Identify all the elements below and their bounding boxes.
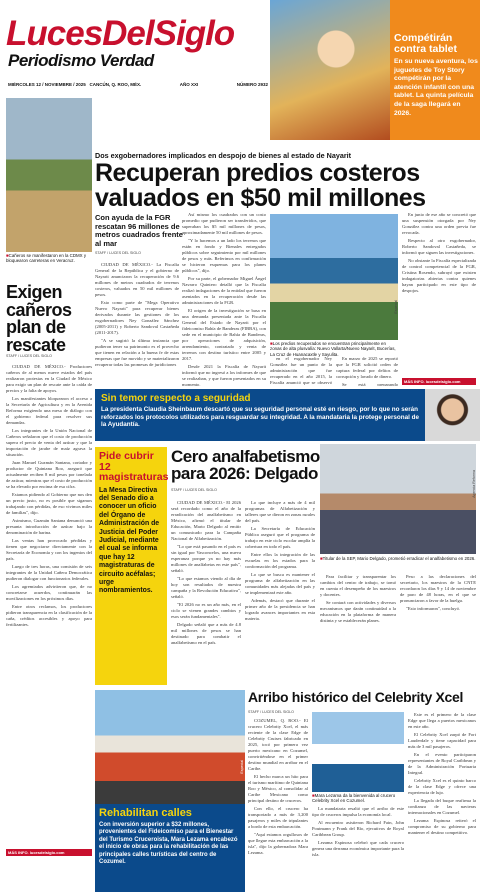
illiteracy-photo-credit: Agencia Reforma: [472, 470, 476, 498]
left-article: CIUDAD DE MÉXICO.- Productores cañeros de al menos nueve estados del país realizaron protestas en la Ciudad de México para exigir un plan de rescate ante la caída de precios y la falta de apoyos. Los manifestantes bloquearon el acceso a la Secretaría de Agricultura y en la Avenida Reforma exigiendo una mesa de diálogo con el gobierno federal para resolver sus demandas. Los integrantes de la Unión Nacional de Cañeros señalaron que el costo de producción supera el precio de venta del azúcar y que la importación de jarabe de maíz agrava la situación. Juan Manuel Guzmán Santana, cortador y productor de Quintana Roo, aseguró que actualmente reciben 8 mil pesos por tonelada de azúcar, mientras que el costo de producción se ha elevado por encima de esa cifra. Estamos pidiendo al Gobierno que nos den un precio justo, no es posible que sigamos trabajando con pérdidas, de eso vivimos miles de familias", dijo. Asimismo, Guzmán Santana denunció una presunta introducción de azúcar bajo la denominación de harina. Las ventas han provocado pérdidas y tienen que negociarse directamente con la Secretaría de Economía y con los ingenios del país. Luego de tres horas, una comisión de seis integrantes de la Unidad Cañera Democrática pudieron dialogar con funcionarios federales. Los agremiados advirtieron que, de no concretarse acuerdos, continuarán las movilizaciones en los próximos días. Entre otros reclamos, los productores pidieron transparencia en la clasificación de la caña, créditos accesibles y apoyo para fertilizantes.: [6, 364, 92, 627]
rehab-photo: [95, 690, 245, 804]
left-photo-caption: ■Cañeros se manifestaron en la CDMX y bloquearon carreteras en Veracruz.: [6, 253, 87, 264]
illiteracy-col3: Para facilitar y transparentar los cambios del centro de trabajo, se tomó en cuenta el desempeño de los maestros y docentes. Se contará con actividades y diversos mecanismos que darán continuidad a la educación en la plataforma de manera distinta y se establecerán planes.: [320, 574, 396, 623]
rehab-body: Con inversión superior a $32 millones, provenientes del Fideicomiso para el Bienestar del Turismo Cruceroista, Mara Lezama encabezó el inicio de obras para la rehabilitación de las principales calles turísticas del centro de Cozumel.: [99, 822, 238, 866]
security-body: La presidenta Claudia Sheinbaum descartó que su seguridad personal esté en riesgo, por lo que no serán reforzados los protocolos utilizados para resguardar su integridad. A la mandataria la protege personal de la Ayudantía.: [101, 406, 419, 429]
celebrity-photo: [312, 712, 404, 792]
lead-col1: CIUDAD DE MÉXICO.- La Fiscalía General de la República y el gobierno de Nayarit anunciaron la recuperación de 9.6 millones de metros cuadrados de terrenos costeros, valuados en 50 mil millones de pesos. Esto como parte de "Mega Operativo Nuevo Nayarit" para recuperar bienes derivados durante las gestiones de los exgobernadores Ney González Sánchez (2005-2011) y Roberto Sandoval Castañeda (2011-2017). "A se sugirió la última instancia que pudieron tener su patrimonio es el provecho que tienen en relación a la buena fe de estas empresas que fue movido y se materializaron recuperar todas las promesas de juridiciones: [95, 262, 179, 367]
lead-more-info[interactable]: MÁS INFO. lucesdelsiglo.com: [402, 378, 476, 385]
celebrity-col1: COZUMEL, Q. ROO.- El crucero Celebrity Xcel, el más reciente de la clase Edge de Celebrity Cruises fabricado en 2025, tocó por primera vez puerto mexicano en Cozumel, convirtiéndose en el primer destino mundial en arribar en el Caribe. El hecho marca un hito para el turismo marítimo de Quintana Roo y México, al consolidar al Caribe Mexicano como principal destino de cruceros. Con ello, el crucero ha transportado a más de 3,200 pasajeros y miles de tripulantes a bordo de esta embarcación. "Aquí estamos orgullosos de que llegue esta embarcación a la isla", dijo la gobernadora Mara Lezama.: [248, 718, 308, 855]
left-byline: STAFF / LUCES DEL SIGLO: [6, 354, 52, 358]
security-photo: [425, 389, 480, 441]
promo-body: En su nueva aventura, los juguetes de Toy Story compétirán por la atención infantil con una tablet. La quinta película de la saga llegará en 2026.: [394, 58, 478, 117]
issue-date: MIÉRCOLES 12 / NOVIEMBRE / 2025 CANCÚN, Q. ROO, MÉX.: [8, 82, 142, 87]
rehab-photo-credit: Especial: [240, 760, 244, 774]
magistrates-title: Pide cubrir 12 magistraturas: [99, 450, 169, 483]
illiteracy-byline: STAFF / LUCES DEL SIGLO: [171, 488, 217, 492]
lead-headline: Recuperan predios costeros valuados en $50 mil millones: [95, 159, 426, 212]
rehab-box: [95, 804, 245, 892]
magistrates-body: La Mesa Directiva del Senado dio a conocer un oficio del Órgano de Administración de Justicia del Poder Judicial, mediante el cual se informa que hay 12 magistraturas de circuito acéfalas; urge nombramientos.: [99, 486, 160, 595]
celebrity-headline: Arribo histórico del Celebrity Xcel: [248, 689, 464, 705]
issue-number: NÚMERO 2932: [236, 82, 268, 87]
lead-col3: en el exgobernador Ney González fue un punto de la administración que fue recuperado en el año 2015, la Fiscalía anunció que se observó: [270, 356, 332, 385]
promo-title: Compétirán contra tablet: [394, 32, 458, 55]
illiteracy-col2: Lo que incluye a más de 4 mil programas de Alfabetización y talleres que se dieron en zonas rurales del país. La Secretaría de Educación Pública aseguró que el programa de trabajo en este ciclo escolar amplía la cobertura en todo el país. Entre ellos la integración de las escuelas en los estados para la conformación del programa. Lo que se busca es mantener el programa de alfabetización en las comunidades más alejadas del país y se implementará este año. Además, destacó que durante el primer año de la presidencia se han logrado avances importantes en esta materia.: [245, 500, 315, 621]
illiteracy-photo-caption: ■Titular de la SEP, Mario Delgado, prometió erradicar el analfabetismo en 2026.: [320, 556, 476, 561]
illiteracy-headline: Cero analfabetismo para 2026: Delgado: [171, 447, 320, 483]
rehab-title: Rehabilitan calles: [99, 807, 192, 819]
celebrity-byline: STAFF / LUCES DEL SIGLO: [248, 710, 294, 714]
lead-photo-caption: ■Los predios recuperados se encuentran principalmente en zonas de alta plusvalía: Nuevo Vallarta/Nuevo Nayarit, Bucerías, La Cruz de Huanacaxtle y Sayulita.: [270, 341, 396, 357]
left-headline: Exigen cañeros plan de rescate: [6, 282, 72, 355]
security-title: Sin temor respecto a seguridad: [101, 393, 251, 404]
left-photo: [6, 98, 92, 252]
masthead-subtitle: Periodismo Verdad: [8, 51, 154, 70]
left-more-info[interactable]: MÁS INFO. lucesdelsiglo.com: [6, 849, 92, 856]
magistrates-box: [95, 447, 167, 685]
security-band: [95, 389, 480, 441]
lead-photo-credit: Especial: [394, 300, 398, 314]
celebrity-col3: Este es el primero de la clase Edge que llega a puertos mexicanos en este año. El Celebrity Xcel zarpó de Fort Lauderdale y tiene capacidad para más de 3 mil pasajeros. En el evento participaron representantes de Royal Caribbean y de la Administración Portuaria Integral. Celebrity Xcel es el quinto barco de la clase Edge y ofrece una experiencia de lujo. La llegada del buque reafirma la confianza de las navieras internacionales en Cozumel. Lezama Espinosa reiteró el compromiso de su gobierno para mantener el destino competitivo.: [408, 712, 476, 835]
illiteracy-col4: Peso a las declaraciones del secretario, los maestros de la CNTE recordaron los días 9 y 14 de noviembre de paro de 48 horas, en el que se pronunciaron a favor de la huelga. "Esto informaron", concluyó.: [400, 574, 476, 611]
issue-year: AÑO XXI: [179, 82, 199, 87]
lead-byline: STAFF / LUCES DEL SIGLO: [95, 251, 141, 255]
lead-kicker: Dos exgobernadores implicados en despojo de bienes al estado de Nayarit: [95, 151, 352, 160]
promo-box: [270, 0, 480, 140]
illiteracy-col1: CIUDAD DE MÉXICO.- El 2026 será recordado como el año de la erradicación del analfabetismo en México, afirmó el titular de Educación, Mario Delgado al emitir un comunicado para la Campaña Nacional de Alfabetización. "Lo que está pasando en el país es sin igual por Vasconcelos, una nueva esperanza porque ya no hay más millones de analfabetas en este país", señaló. "Lo que estamos viendo al día de hoy son resultados de nuestra campaña y la Revolución Educativa", señaló. "El 2026 no es un año más, en el ciclo se vienen grandes cambios y esos serán fundamentales". Delgado señaló que a más de 4.8 mil millones de pesos se han destinado para combatir el analfabetismo en el país.: [171, 500, 241, 645]
celebrity-col2: La mandataria resaltó que el arribo de este tipo de cruceros impulsa la economía local. Al encuentro asistieron Richard Fain, John Poutmann y Frank del Río, ejecutivos de Royal Caribbean Group. Lezama Espinosa celebró que cada crucero genera una derrama económica importante para la isla.: [312, 806, 404, 857]
masthead: [6, 6, 268, 96]
lead-col5: En junio de ese año se concretó que una suspensión otorgada por Ney González contra una orden previa fue revocada. Respecto al otro exgobernador, Roberto Sandoval Castañeda, se informó que siguen las investigaciones. No obstante la Fiscalía especializada de control competencial de la FGR, Cristina Rosendo, subrayó que existen indagatorias abiertas contra quienes hayan participado en este tipo de despojos.: [402, 212, 476, 293]
promo-photo: [270, 0, 390, 140]
masthead-info: [8, 82, 268, 87]
lead-col4: En marzo de 2025 se reportó que la FGR solicitó orden de captura federal por delitos de corrupción y lavado de dinero. Se está preparando: [336, 356, 398, 386]
lead-col2: Así mismo los cuadrados con un costo promedio que pudieron ser transferidos, que superaban los $5 mil millones de pesos, aproximadamente 50 mil millones de pesos. "Y lo hacemos a un lado los terrenos que están en fondo y Bienales entregados públicos sobre seguimiento por mil millones de pesos y más. Referimos en confirmación se hicieron esquemas para los planes públicos", dijo. Por su parte, el gobernador Miguel Ángel Navarro Quintero detalló que la Fiscalía realizó indagaciones de la entidad que fueron asentados en la recuperación desde las administraciones de la FGR. El origen de la investigación se basa en una demanda presentada ante la Fiscalía General del Estado de Nayarit por el fideicomiso Bahía de Banderas (FIBBA), con sede en el municipio de Bahía de Banderas, por operaciones de adquisición, arrendamiento, contratado y venta de terrenos con destino turístico entre 2005 y 2017. Desde 2021 la Fiscalía de Nayarit informó que no ingresó a los informes de que se realizaban, y que fueron presentados en su momento.: [182, 212, 266, 386]
lead-subhead: Con ayuda de la FGR rescatan 96 millones de metros cuadrados frente al mar: [95, 213, 183, 248]
illiteracy-photo: [320, 444, 476, 554]
celebrity-photo-caption: ■Mara Lezama da la bienvenida al crucero Celebrity Xcel en Cozumel.: [312, 793, 396, 804]
lead-photo: [270, 214, 398, 340]
masthead-title: LucesDelSiglo: [6, 14, 235, 53]
